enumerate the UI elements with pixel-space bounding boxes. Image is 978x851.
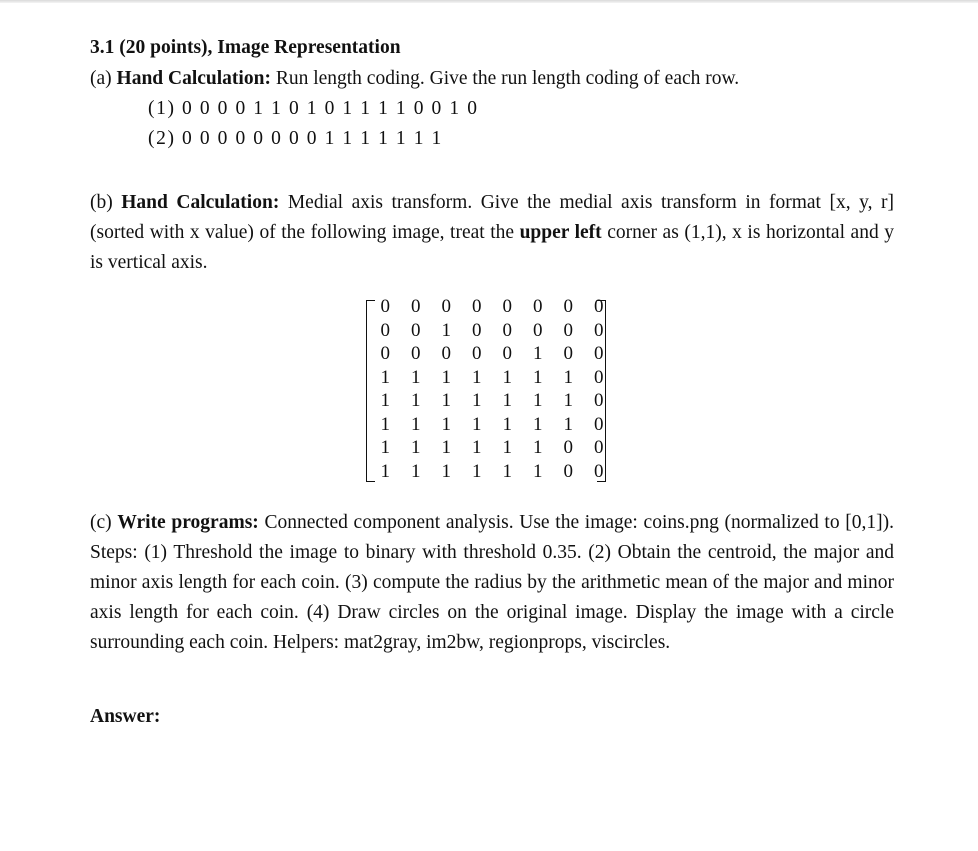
matrix-cell: 0 <box>594 390 604 411</box>
matrix-cell: 1 <box>472 460 482 482</box>
matrix-cell: 0 <box>441 296 451 317</box>
matrix-cell: 0 <box>472 296 482 317</box>
part-c-label: Write programs: <box>117 512 259 533</box>
matrix-cell: 0 <box>502 296 512 317</box>
part-a-intro <box>90 64 894 94</box>
matrix-cell: 0 <box>411 319 421 341</box>
matrix-cell: 1 <box>441 460 451 482</box>
matrix-cell: 0 <box>533 319 543 341</box>
matrix-cell: 0 <box>563 319 573 341</box>
matrix-cell: 0 <box>411 296 421 317</box>
matrix-cell: 0 <box>472 319 482 341</box>
part-b-intro <box>90 188 894 278</box>
part-b-text-2: corner as (1,1), x is horizontal and y is vertical axis. <box>90 222 894 273</box>
matrix-cell: 1 <box>502 390 512 411</box>
part-a-text: Run length coding. Give the run length coding of each row. <box>270 68 740 89</box>
part-c-intro <box>90 508 894 658</box>
page-top-border <box>0 0 978 3</box>
matrix-cell: 1 <box>533 343 543 364</box>
answer-label: Answer: <box>90 706 161 727</box>
matrix-cell: 0 <box>533 296 543 317</box>
part-b-prefix: (b) <box>90 192 122 213</box>
matrix-cell: 0 <box>594 343 604 364</box>
matrix-cell: 0 <box>594 413 604 435</box>
matrix-cell: 1 <box>380 437 390 458</box>
matrix-cell: 1 <box>563 413 573 435</box>
matrix-cell: 1 <box>441 319 451 341</box>
matrix-cell: 1 <box>502 413 512 435</box>
part-c-text: Connected component analysis. Use the image: coins.png (normalized to [0,1]). Steps: (1) Threshold the image to binary with threshold 0.35. (2) Obtain the centroid, the major and minor axis length for each coin. (3) compute the radius by the arithmetic mean of the major and minor axis length for each coin. (4) Draw circles on the original image. Display the image with a circle surrounding each coin. Helpers: mat2gray, im2bw, regionprops, viscircles. <box>90 512 894 653</box>
matrix-cell: 0 <box>441 343 451 364</box>
matrix-cell: 0 <box>594 437 604 458</box>
matrix-cell: 1 <box>502 366 512 388</box>
matrix-cell: 0 <box>594 460 604 482</box>
part-c-prefix: (c) <box>90 512 118 533</box>
matrix-cell: 1 <box>472 366 482 388</box>
matrix-cell: 0 <box>380 319 390 341</box>
matrix-cell: 1 <box>441 390 451 411</box>
matrix-cell: 0 <box>502 319 512 341</box>
matrix-cell: 1 <box>380 366 390 388</box>
rle-row-2: (2) 0 0 0 0 0 0 0 0 1 1 1 1 1 1 1 <box>148 128 443 149</box>
part-a-prefix: (a) <box>90 68 117 89</box>
matrix-cell: 1 <box>411 390 421 411</box>
matrix-cell: 1 <box>533 390 543 411</box>
matrix-cell: 1 <box>502 460 512 482</box>
matrix-cell: 1 <box>533 366 543 388</box>
matrix-cell: 0 <box>411 343 421 364</box>
matrix-cell: 0 <box>594 366 604 388</box>
matrix-cell: 1 <box>441 437 451 458</box>
matrix-cell: 1 <box>411 413 421 435</box>
matrix-cell: 1 <box>380 390 390 411</box>
matrix-cell: 0 <box>594 319 604 341</box>
matrix-cell: 1 <box>563 390 573 411</box>
matrix-cell: 1 <box>380 413 390 435</box>
rle-row-1: (1) 0 0 0 0 1 1 0 1 0 1 1 1 1 0 0 1 0 <box>148 98 479 119</box>
matrix-cell: 1 <box>472 390 482 411</box>
matrix-cell: 0 <box>563 296 573 317</box>
matrix-cell: 1 <box>411 460 421 482</box>
matrix-cell: 1 <box>380 460 390 482</box>
section-title: 3.1 (20 points), Image Representation <box>90 37 401 58</box>
matrix-cell: 0 <box>380 343 390 364</box>
part-b-bold: upper left <box>519 222 602 243</box>
matrix-cell: 1 <box>472 437 482 458</box>
matrix-cell: 0 <box>472 343 482 364</box>
document-page <box>90 36 894 732</box>
matrix-cell: 0 <box>563 460 573 482</box>
binary-matrix <box>366 296 606 484</box>
part-b-label: Hand Calculation: <box>121 192 280 213</box>
matrix-cell: 0 <box>502 343 512 364</box>
matrix-cell: 1 <box>441 413 451 435</box>
matrix-cell: 1 <box>502 437 512 458</box>
matrix-cell: 1 <box>441 366 451 388</box>
part-b-text-1: Medial axis transform. Give the medial axis transform in format [x, y, r] (sorted with x value) of the following image, treat the <box>90 192 894 243</box>
matrix-grid <box>370 295 614 483</box>
matrix-cell: 0 <box>563 437 573 458</box>
matrix-cell: 0 <box>563 343 573 364</box>
matrix-cell: 1 <box>411 366 421 388</box>
matrix-cell: 1 <box>411 437 421 458</box>
matrix-cell: 0 <box>594 296 604 317</box>
matrix-cell: 1 <box>533 437 543 458</box>
part-a-label: Hand Calculation: <box>116 68 271 89</box>
matrix-cell: 1 <box>563 366 573 388</box>
matrix-cell: 0 <box>380 296 390 317</box>
matrix-cell: 1 <box>533 413 543 435</box>
matrix-cell: 1 <box>533 460 543 482</box>
matrix-cell: 1 <box>472 413 482 435</box>
